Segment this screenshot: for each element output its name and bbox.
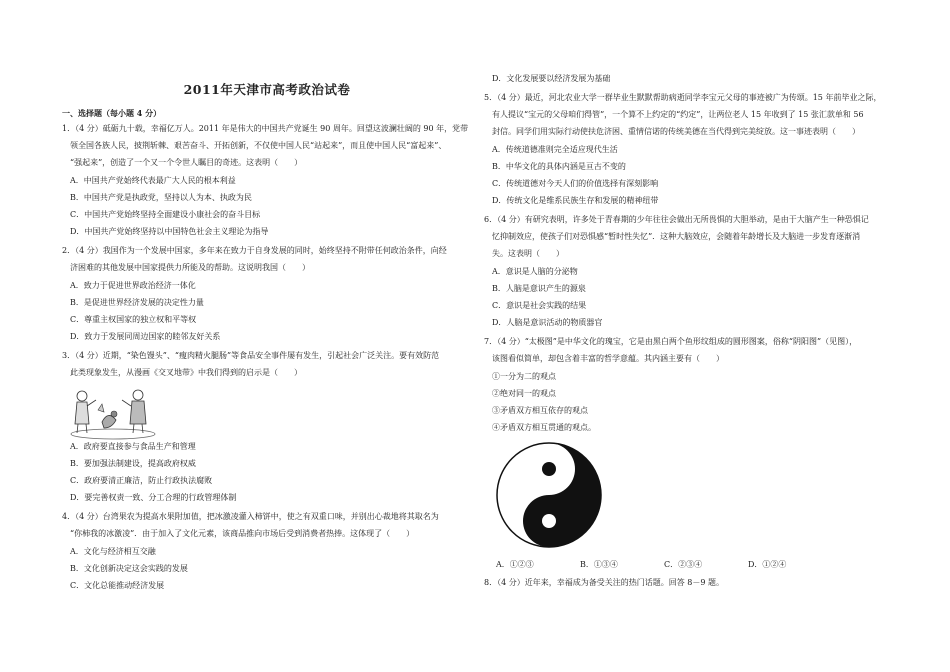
q5-stem-line1: 5．（4 分）最近，河北农业大学一群毕业生默默帮助病逝同学李宝元父母的事迹被广为传颂。15 年前毕业之际， <box>484 93 882 102</box>
q7-statement-1: ①一分为二的观点 <box>492 372 556 381</box>
q1-option-d: D．中国共产党始终坚持以中国特色社会主义理论为指导 <box>70 227 269 236</box>
q2-option-c: C．尊重主权国家的独立权和平等权 <box>70 315 197 324</box>
q3-stem-line2: 此类现象发生，从漫画《交叉地带》中我们得到的启示是（ ） <box>70 368 302 377</box>
q3-option-a: A．政府要直接参与食品生产和管理 <box>70 442 196 451</box>
q3-option-b: B．要加强法制建设，提高政府权威 <box>70 459 196 468</box>
q3-option-c: C．政府要清正廉洁，防止行政执法腐败 <box>70 476 213 485</box>
q5-option-a: A．传统道德准则完全适应现代生活 <box>492 145 618 154</box>
q7-stem-line2: 该图看似简单，却包含着丰富的哲学意蕴。其内涵主要有（ ） <box>492 354 724 363</box>
q4-option-b: B．文化创新决定这会实践的发展 <box>70 564 188 573</box>
q6-option-c: C．意识是社会实践的结果 <box>492 301 587 310</box>
q7-statement-3: ③矛盾双方相互依存的观点 <box>492 406 588 415</box>
q4-option-c: C．文化总能推动经济发展 <box>70 581 165 590</box>
q5-stem-line2: 有人提议“宝元的父母咱们得管”，一个算不上约定的“约定”，让两位老人 15 年收到了 15 张汇款单和 56 <box>492 110 864 119</box>
q6-option-a: A．意识是人脑的分泌物 <box>492 267 578 276</box>
q1-stem-line1: 1．（4 分）砥砺九十载，幸福亿万人。2011 年是伟大的中国共产党诞生 90 周年。回望这波澜壮阔的 90 年，党带 <box>62 124 469 133</box>
q2-option-d: D．致力于发展同周边国家的睦邻友好关系 <box>70 332 221 341</box>
q6-option-d: D．人脑是意识活动的物质器官 <box>492 318 603 327</box>
q7-option-c: C．②③④ <box>664 560 703 569</box>
q7-statement-4: ④矛盾双方相互贯通的观点。 <box>492 423 596 432</box>
q1-option-a: A．中国共产党始终代表最广大人民的根本利益 <box>70 176 236 185</box>
q2-option-b: B．是促进世界经济发展的决定性力量 <box>70 298 204 307</box>
q4-stem-line2: “你柿我的冰激凌”．由于加入了文化元素，该商品推向市场后受到消费者热捧。这体现了（ ） <box>70 529 415 538</box>
q2-stem-line2: 济困难的其他发展中国家提供力所能及的帮助。这说明我国（ ） <box>70 263 310 272</box>
q5-option-c: C．传统道德对今天人们的价值选择有深刻影响 <box>492 179 659 188</box>
q2-option-a: A．致力于促进世界政治经济一体化 <box>70 281 196 290</box>
q6-option-b: B．人脑是意识产生的源泉 <box>492 284 586 293</box>
q7-statement-2: ②绝对同一的观点 <box>492 389 556 398</box>
q4-option-a: A．文化与经济相互交融 <box>70 547 156 556</box>
q1-option-b: B．中国共产党是执政党，坚持以人为本、执政为民 <box>70 193 252 202</box>
q2-stem-line1: 2．（4 分）我国作为一个发展中国家，多年来在致力于自身发展的同时，始终坚持不附带任何政治条件，向经 <box>62 246 447 255</box>
q1-option-c: C．中国共产党始终坚持全面建设小康社会的奋斗目标 <box>70 210 261 219</box>
q7-option-a: A．①②③ <box>496 560 534 569</box>
q8-stem-line1: 8．（4 分）近年来，幸福成为备受关注的热门话题。回答 8－9 题。 <box>484 578 724 587</box>
q4-option-d: D．文化发展要以经济发展为基础 <box>492 74 611 83</box>
q7-option-b: B．①③④ <box>580 560 618 569</box>
q5-stem-line3: 封信。同学们用实际行动使扶危济困、重情信诺的传统美德在当代得到完美绽放。这一事迹表明（ ） <box>492 127 860 136</box>
q4-stem-line1: 4．（4 分）台湾果农为提高水果附加值，把冰激凌灌入柿饼中，使之有双重口味，并别出心裁地将其取名为 <box>62 512 439 521</box>
q3-stem-line1: 3．（4 分）近期，“染色馒头”、“瘦肉精火腿肠”等食品安全事件屡有发生，引起社会广泛关注。要有效防范 <box>62 351 440 360</box>
q3-option-d: D．要完善权责一致、分工合理的行政管理体制 <box>70 493 237 502</box>
q7-stem-line1: 7．（4 分）“太极图”是中华文化的瑰宝，它是由黑白两个鱼形纹组成的圆形图案，俗称“阴阳图”（见图）， <box>484 337 858 346</box>
q1-stem-line3: “强起来”，创造了一个又一个令世人瞩目的奇迹。这表明（ ） <box>70 158 303 167</box>
q6-stem-line3: 失。这表明（ ） <box>492 249 564 258</box>
taiji-image <box>494 440 604 550</box>
q6-stem-line2: 忆抑制效应，使孩子们对恐惧感“暂时性失忆”．这种大脑效应，会随着年龄增长及大脑进一步发育逐渐消 <box>492 232 861 241</box>
q7-option-d: D．①②④ <box>748 560 787 569</box>
cartoon-image <box>68 384 158 440</box>
section-heading: 一、选择题（每小题 4 分） <box>62 108 162 118</box>
q1-stem-line2: 领全国各族人民，披荆斩棘、艰苦奋斗、开拓创新，不仅使中国人民“站起来”，而且使中国人民“富起来”、 <box>70 141 447 150</box>
q5-option-b: B．中华文化的具体内涵是亘古不变的 <box>492 162 626 171</box>
q5-option-d: D．传统文化是维系民族生存和发展的精神纽带 <box>492 196 659 205</box>
exam-title: 2011年天津市高考政治试卷 <box>183 82 351 97</box>
q6-stem-line1: 6．（4 分）有研究表明，许多处于青春期的少年往往会做出无所畏惧的大胆举动，是由于大脑产生一种恐惧记 <box>484 215 869 224</box>
